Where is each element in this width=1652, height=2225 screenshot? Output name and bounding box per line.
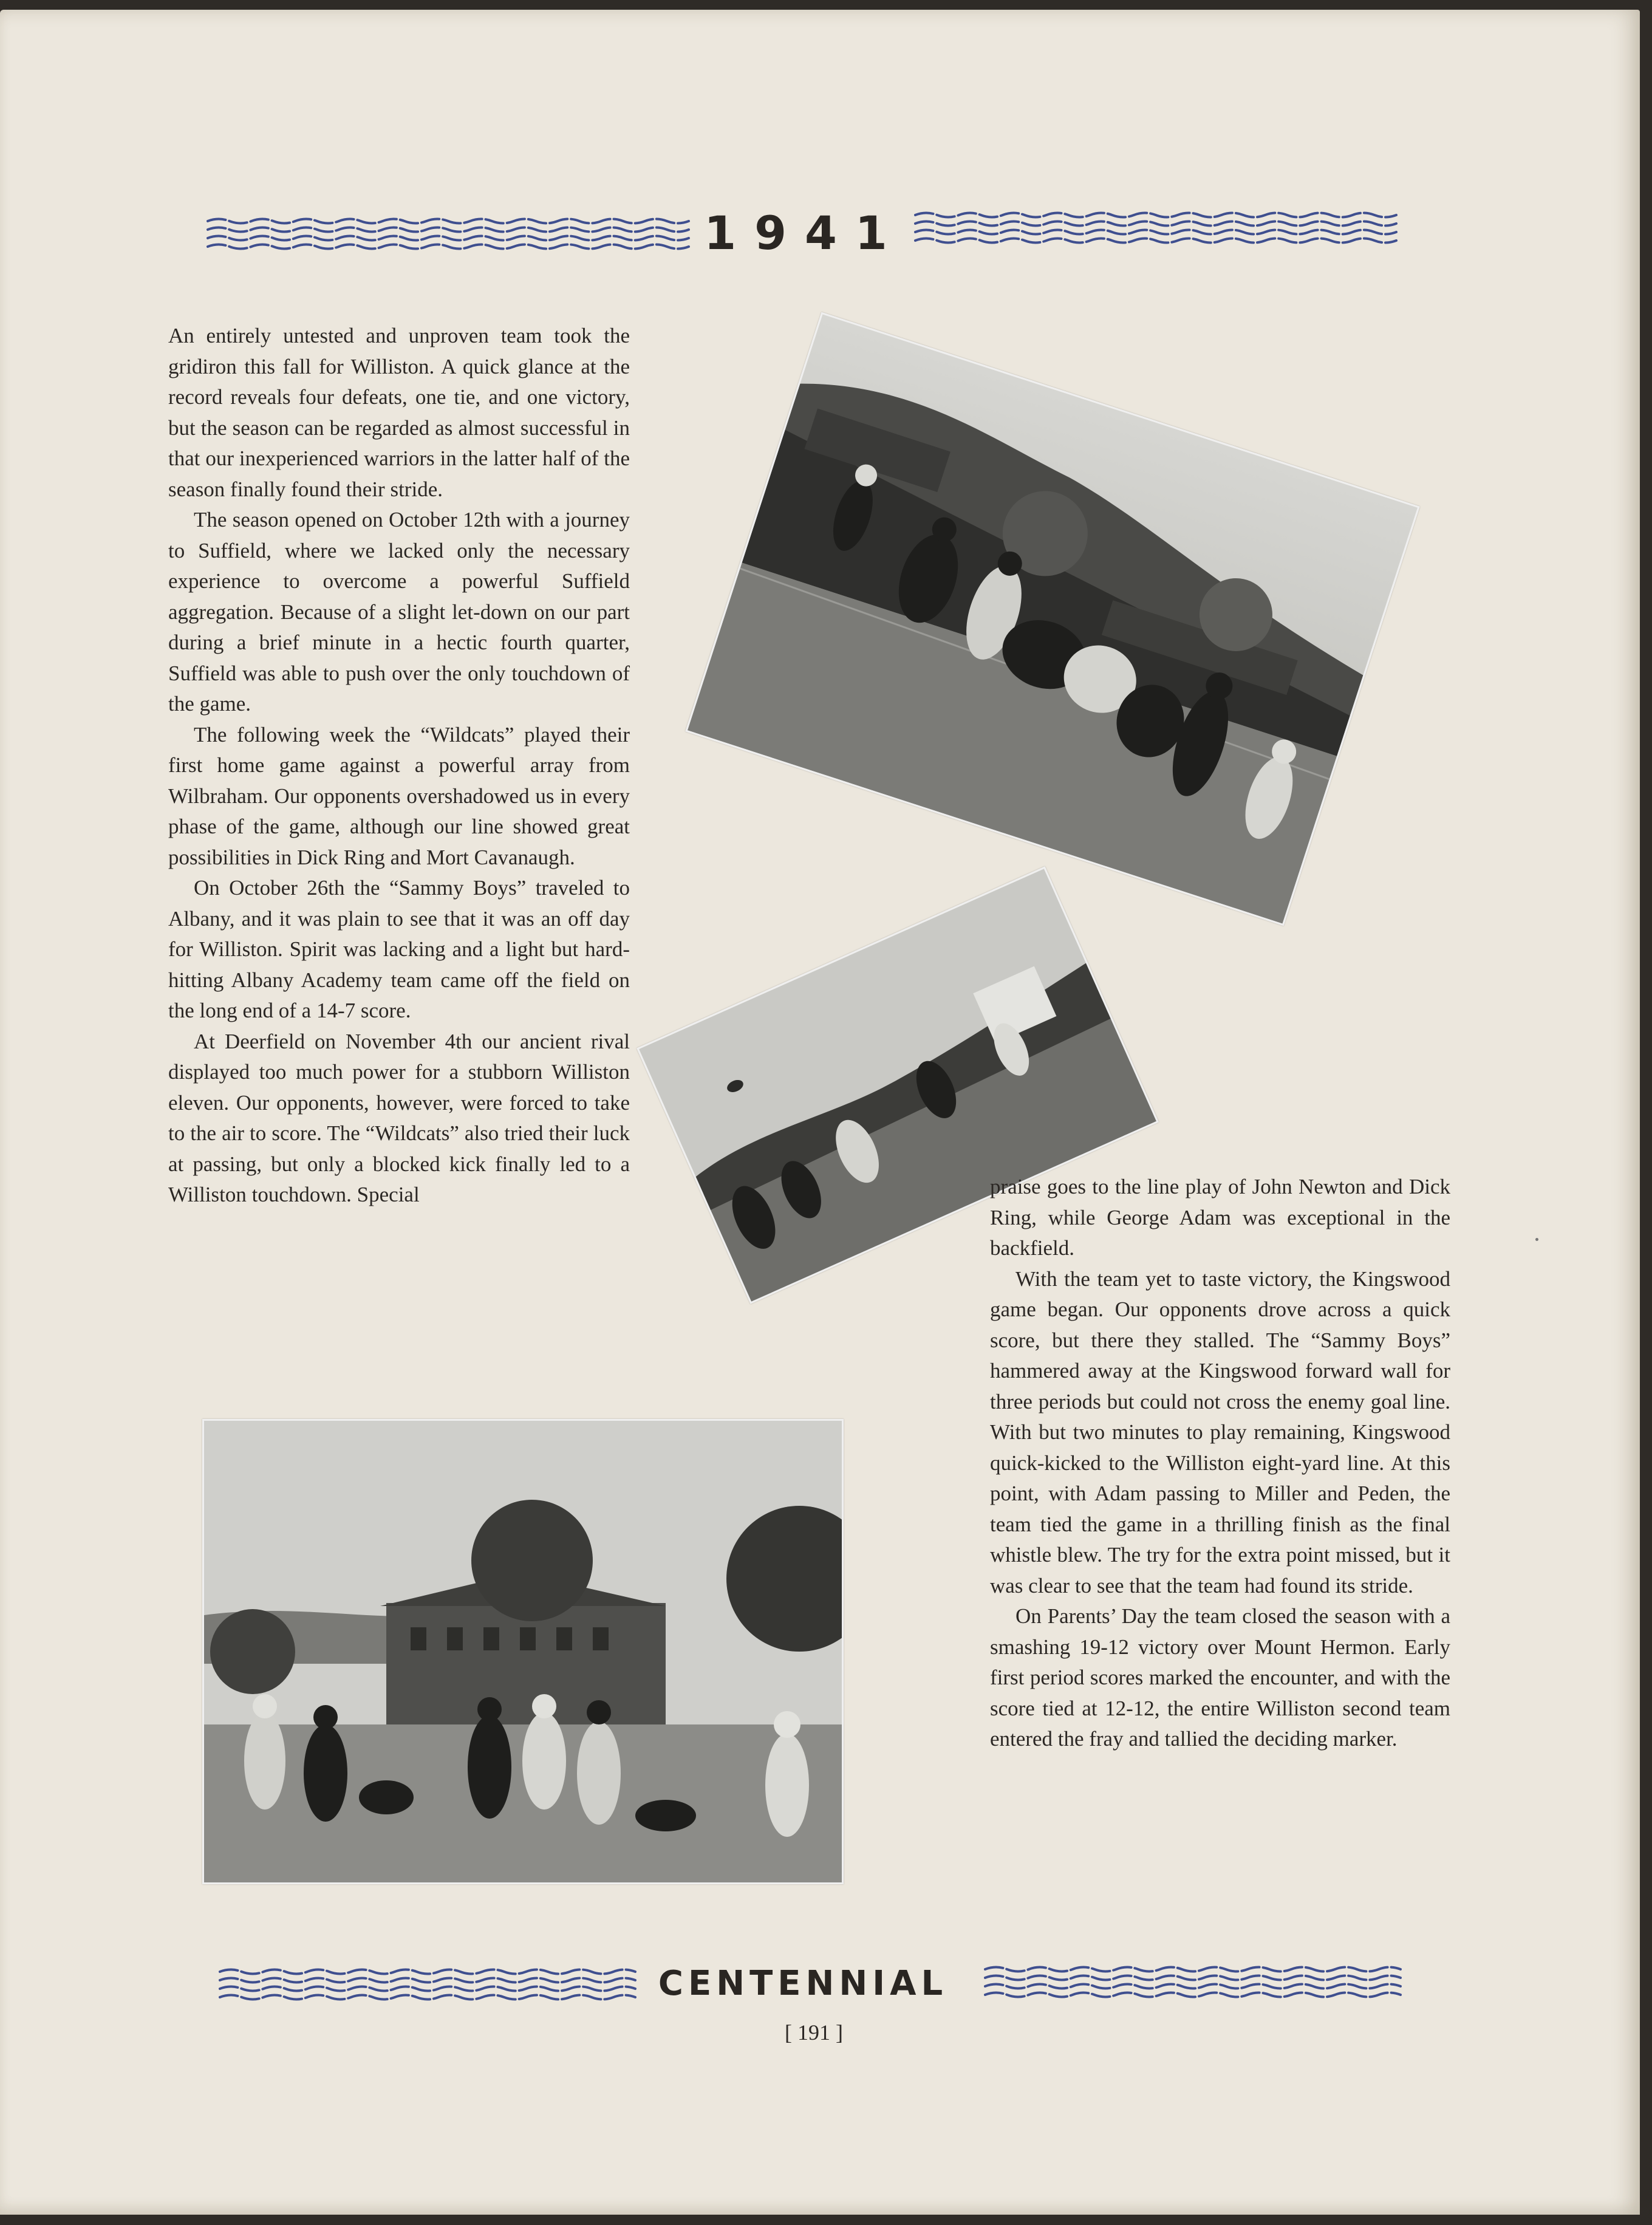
paragraph: On Parents’ Day the team closed the season with a smashing 19-12 victory over Mount Hermon. Early first period scores marked the encounter, and with the score tied at 12-12, the entire Williston second team entered the fray and tallied the deciding marker. (990, 1604, 1450, 1751)
left-text-column (168, 321, 630, 1211)
paragraph: The season opened on October 12th with a journey to Suffield, where we lacked only the necessary experience to overcome a powerful Suffield aggregation. Because of a slight let-down on our part during a brief minute in a hectic fourth quarter, Suffield was able to push over the only touchdown of the game. (168, 508, 630, 716)
paragraph: With the team yet to taste victory, the Kingswood game began. Our opponents drove across a quick score, but there they stalled. The “Sammy Boys” hammered away at the Kingswood forward wall for three periods but could not cross the enemy goal line. With but two minutes to play remaining, Kingswood quick-kicked to the Williston eight-yard line. At this point, with Adam passing to Miller and Peden, the team tied the game in a thrilling finish as the final whistle blew. The try for the extra point missed, but it was clear to see that the team had found its stride. (990, 1266, 1450, 1598)
yearbook-page (0, 10, 1640, 2215)
page-footer (219, 1960, 1433, 2008)
right-text-column (990, 1172, 1450, 1755)
paragraph: The following week the “Wildcats” played their first home game against a powerful array from Wilbraham. Our opponents overshadowed us in every phase of the game, although our line showed great possibilities in Dick Ring and Mort Cavanaugh. (168, 722, 630, 869)
paragraph: An entirely untested and unproven team took the gridiron this fall for Williston. A quick glance at the record reveals four defeats, one tie, and one victory, but the season can be regarded as almost successful in that our inexperienced warriors in the latter half of the season finally found their stride. (168, 324, 630, 501)
page-header (206, 203, 1421, 264)
paragraph: At Deerfield on November 4th our ancient rival displayed too much power for a stubborn Williston eleven. Our opponents, however, were forced to take to the air to score. The “Wildcats” also tried their luck at passing, but only a blocked kick finally led to a Williston touchdown. Special (168, 1029, 630, 1206)
football-photo-field-school (202, 1419, 844, 1884)
football-photo-scrimmage (685, 312, 1420, 926)
page-number: [ 191 ] (785, 2020, 843, 2045)
paragraph: On October 26th the “Sammy Boys” traveled to Albany, and it was plain to see that it was an off day for Williston. Spirit was lacking and a light but hard-hitting Albany Academy team came off the field on the long end of a 14-7 score. (168, 876, 630, 1022)
wave-ornament-right (984, 1964, 1409, 1998)
year-heading: 1941 (704, 206, 906, 260)
footer-title: CENTENNIAL (658, 1964, 948, 2003)
paragraph: praise goes to the line play of John Newton and Dick Ring, while George Adam was exceptional in the backfield. (990, 1175, 1450, 1260)
paper-speck (1535, 1238, 1538, 1241)
wave-ornament-right (914, 210, 1406, 244)
wave-ornament-left (219, 1967, 644, 2001)
wave-ornament-left (206, 216, 698, 250)
